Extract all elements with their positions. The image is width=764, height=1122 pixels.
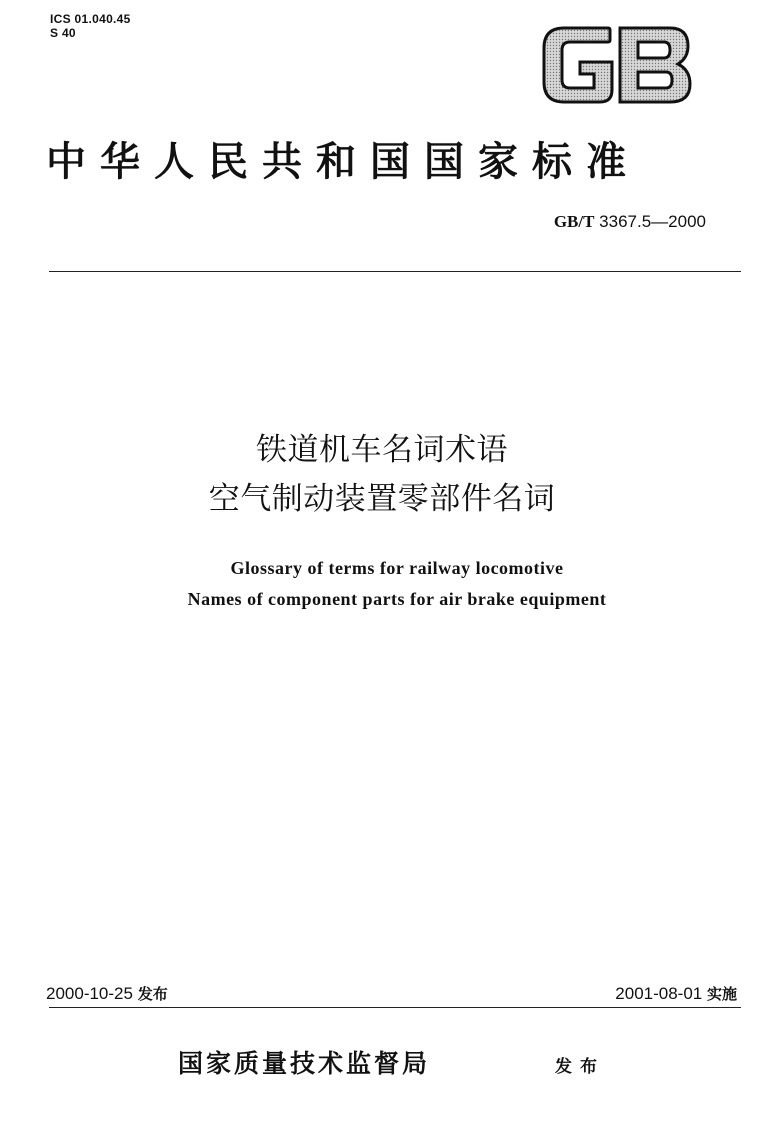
implementation-date [500, 983, 737, 1004]
ics-code: ICS 01.040.45 [50, 12, 131, 26]
english-title-line-2: Names of component parts for air brake equipment [187, 589, 607, 609]
chinese-title-line-2: 空气制动装置零部件名词 [208, 481, 556, 517]
standard-number-value: 3367.5—2000 [599, 212, 706, 231]
standard-prefix: GB/T [553, 212, 595, 231]
bottom-divider [49, 1007, 741, 1008]
classification-codes [50, 12, 131, 40]
chinese-title-line-1: 铁道机车名词术语 [256, 432, 508, 468]
english-title-line-1: Glossary of terms for railway locomotive [230, 558, 564, 578]
implementation-date-value: 2001-08-01 [615, 984, 703, 1003]
standard-number [420, 212, 706, 232]
issue-date-value: 2000-10-25 [46, 984, 133, 1003]
national-standard-title: 中华人民共和国国家标准 [46, 138, 640, 185]
issue-date [46, 983, 168, 1004]
publish-label: 发布 [555, 1057, 605, 1077]
top-divider [49, 271, 741, 272]
publisher-name: 国家质量技术监督局 [178, 1049, 431, 1078]
issue-label: 发布 [137, 985, 168, 1003]
ccs-code: S 40 [50, 26, 76, 40]
implementation-label: 实施 [706, 985, 737, 1003]
gb-logo [540, 26, 692, 104]
